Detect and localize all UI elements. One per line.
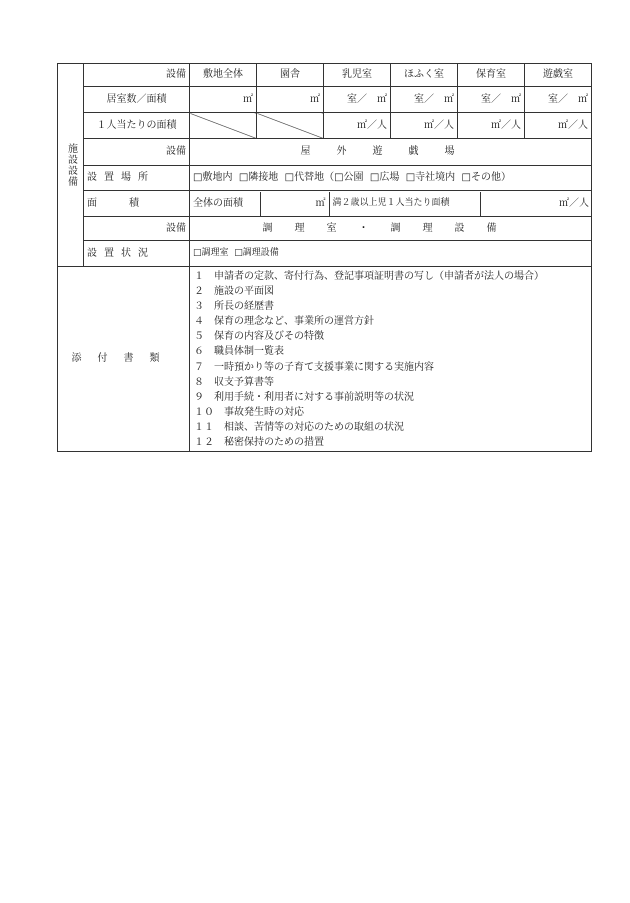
attachment-item: ６ 職員体制一覧表: [194, 346, 284, 358]
column-header: 敷地全体: [190, 64, 257, 87]
kitchen-title: 調理室・調理設備: [190, 217, 592, 241]
attachment-item: １ 申請者の定款、寄付行為、登記事項証明書の写し（申請者が法人の場合）: [194, 271, 544, 282]
attachment-item: ２ 施設の平面図: [194, 286, 274, 298]
column-header: 保育室: [458, 64, 525, 87]
rooms-area-cell[interactable]: 室／ ㎡: [391, 87, 458, 113]
per-child-area-value[interactable]: ㎡／人: [480, 192, 592, 216]
attachment-item: ５ 保育の内容及びその特徴: [194, 331, 324, 343]
rooms-area-cell[interactable]: ㎡: [257, 87, 324, 113]
attachment-item: ９ 利用手続・利用者に対する事前説明等の状況: [194, 391, 414, 403]
per-child-area-label: 満２歳以上児１人当たり面積: [329, 192, 480, 216]
checkbox-kitchen-equipment[interactable]: □調理設備: [234, 248, 279, 259]
attachments-row: [58, 267, 592, 452]
facility-section-label: 施設設備: [58, 64, 84, 267]
kitchen-status-options: [190, 241, 592, 267]
attachment-item: １２ 秘密保持のための措置: [194, 437, 324, 449]
checkbox-on-site[interactable]: □敷地内: [193, 172, 233, 183]
playground-header-row: [58, 139, 592, 166]
equipment-header-row: [58, 64, 592, 87]
rooms-area-label: 居室数／面積: [84, 87, 190, 113]
attachment-item: ４ 保育の理念など、事業所の運営方針: [194, 316, 374, 328]
diagonal-blank-cell: [257, 113, 324, 139]
diagonal-blank-cell: [190, 113, 257, 139]
checkbox-plaza[interactable]: □広場: [369, 172, 400, 183]
column-header: 遊戯室: [525, 64, 592, 87]
rooms-area-cell[interactable]: 室／ ㎡: [458, 87, 525, 113]
playground-location-label: 設置場所: [84, 166, 190, 191]
attachment-item: ８ 収支予算書等: [194, 376, 274, 388]
kitchen-status-row: [58, 241, 592, 267]
playground-location-row: [58, 166, 592, 191]
column-header: ほふく室: [391, 64, 458, 87]
playground-area-cells: [190, 191, 592, 217]
equipment-label: 設備: [84, 64, 190, 87]
kitchen-header-row: [58, 217, 592, 241]
per-person-area-cell[interactable]: ㎡／人: [525, 113, 592, 139]
rooms-area-cell[interactable]: 室／ ㎡: [525, 87, 592, 113]
rooms-area-cell[interactable]: 室／ ㎡: [324, 87, 391, 113]
rooms-area-cell[interactable]: ㎡: [190, 87, 257, 113]
per-person-area-cell[interactable]: ㎡／人: [391, 113, 458, 139]
attachments-list: [190, 267, 592, 452]
facility-form-table: [57, 63, 592, 452]
checkbox-other[interactable]: □その他）: [461, 172, 511, 183]
column-header: 乳児室: [324, 64, 391, 87]
kitchen-status-label: 設置状況: [84, 241, 190, 267]
per-person-area-label: １人当たりの面積: [84, 113, 190, 139]
checkbox-adjacent[interactable]: □隣接地: [238, 172, 279, 183]
attachment-item: ３ 所長の経歴書: [194, 301, 274, 313]
attachments-label: 添付書類: [58, 267, 190, 452]
attachment-item: １０ 事故発生時の対応: [194, 406, 304, 418]
playground-equipment-label: 設備: [84, 139, 190, 166]
per-person-area-cell[interactable]: ㎡／人: [458, 113, 525, 139]
total-area-value[interactable]: ㎡: [260, 192, 329, 216]
playground-location-options: [190, 166, 592, 191]
attachment-item: ７ 一時預かり等の子育て支援事業に関する実施内容: [194, 361, 434, 373]
playground-area-row: [58, 191, 592, 217]
checkbox-alternative-park[interactable]: □代替地（□公園: [284, 172, 364, 183]
checkbox-kitchen-room[interactable]: □調理室: [193, 248, 229, 259]
playground-title: 屋外遊戯場: [190, 139, 592, 166]
checkbox-temple-shrine[interactable]: □寺社境内: [405, 172, 456, 183]
per-person-area-row: [58, 113, 592, 139]
column-header: 園舎: [257, 64, 324, 87]
playground-area-label: 面積: [84, 191, 190, 217]
attachment-item: １１ 相談、苦情等の対応のための取組の状況: [194, 421, 404, 433]
total-area-label: 全体の面積: [193, 197, 243, 209]
rooms-area-row: [58, 87, 592, 113]
kitchen-equipment-label: 設備: [84, 217, 190, 241]
per-person-area-cell[interactable]: ㎡／人: [324, 113, 391, 139]
